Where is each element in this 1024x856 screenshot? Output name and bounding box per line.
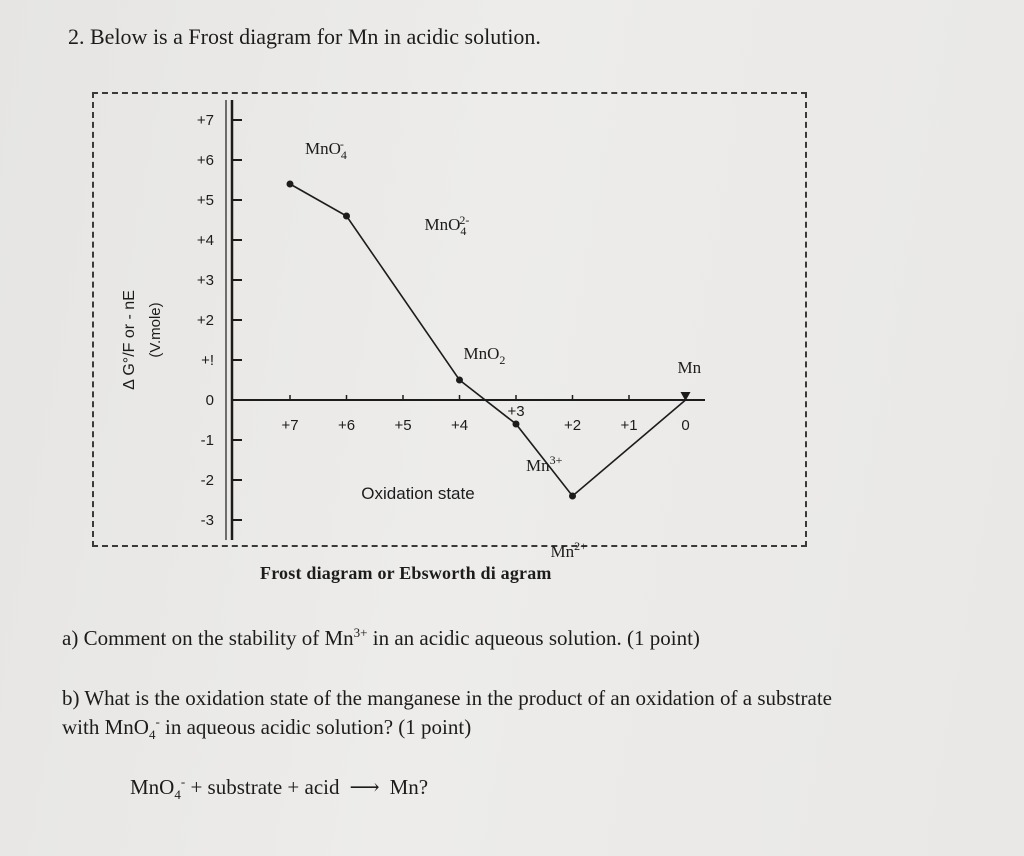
y-axis xyxy=(197,100,242,540)
y-axis-label xyxy=(121,290,164,390)
reaction-arrow: ⟶ xyxy=(349,775,380,799)
y-tick-label: -2 xyxy=(200,472,214,489)
x-tick-label: +1 xyxy=(620,417,638,434)
part-b-prefix: with MnO xyxy=(62,715,149,739)
y-tick-label: +3 xyxy=(196,272,214,289)
reaction-equation xyxy=(130,774,428,803)
question-part-b-line1: b) What is the oxidation state of the manganese in the product of an oxidation of a substrate xyxy=(62,686,832,710)
data-series xyxy=(287,181,691,500)
data-point xyxy=(287,181,294,188)
data-point xyxy=(456,377,463,384)
part-b-suffix: in aqueous acidic solution? (1 point) xyxy=(159,715,472,739)
y-tick-label: +5 xyxy=(196,192,214,209)
y-tick-label: +2 xyxy=(196,312,214,329)
x-axis-label: Oxidation state xyxy=(361,484,475,503)
reaction-middle: + substrate + acid xyxy=(185,775,340,799)
point-label: $Mn^{3+}$ xyxy=(526,453,563,475)
data-point xyxy=(513,421,520,428)
question-part-b-line2 xyxy=(62,714,471,743)
figure-caption: Frost diagram or Ebsworth di agram xyxy=(260,563,552,583)
x-tick-label: +7 xyxy=(281,417,299,434)
y-axis-label-line1: Δ G°/F or - nE xyxy=(121,290,138,390)
reactant-sup: - xyxy=(180,774,186,789)
point-label: MnO$_2$ xyxy=(463,344,506,367)
x-tick-label: +4 xyxy=(450,417,469,434)
y-tick-label: +4 xyxy=(196,232,214,249)
point-label: Mn xyxy=(677,358,702,377)
y-axis-label-line2: (V.mole) xyxy=(147,302,164,358)
y-tick-label: +7 xyxy=(196,112,214,129)
y-tick-label: +6 xyxy=(196,152,214,169)
part-b-sup: - xyxy=(155,714,160,729)
data-point xyxy=(343,213,350,220)
x-tick-label: +6 xyxy=(337,417,356,434)
question-part-a xyxy=(62,625,700,651)
point-label: $Mn^{2+}$ xyxy=(550,539,587,561)
reactant-sub: 4 xyxy=(174,787,181,803)
data-point xyxy=(569,493,576,500)
part-a-charge: 3+ xyxy=(353,625,368,640)
x-axis xyxy=(232,395,705,503)
part-a-prefix: a) Comment on the stability of Mn xyxy=(62,626,354,650)
y-tick-label: +! xyxy=(201,352,214,369)
y-tick-label: -3 xyxy=(200,512,214,529)
x-tick-label: +5 xyxy=(394,417,412,434)
question-title: 2. Below is a Frost diagram for Mn in acidic solution. xyxy=(68,24,541,49)
part-a-suffix: in an acidic aqueous solution. (1 point) xyxy=(367,626,700,650)
point-label: MnO$_4$2- xyxy=(424,213,470,238)
y-tick-label: 0 xyxy=(205,392,214,409)
series-line xyxy=(290,184,686,496)
y-tick-label: -1 xyxy=(200,432,214,449)
reaction-product: Mn? xyxy=(389,775,429,799)
x-tick-label: 0 xyxy=(681,417,690,434)
part-b-sub: 4 xyxy=(148,727,156,743)
x-tick-label: +3 xyxy=(507,403,525,420)
point-label: MnO$_4$- xyxy=(305,137,347,162)
x-tick-label: +2 xyxy=(563,417,582,434)
reactant: MnO xyxy=(130,775,175,799)
